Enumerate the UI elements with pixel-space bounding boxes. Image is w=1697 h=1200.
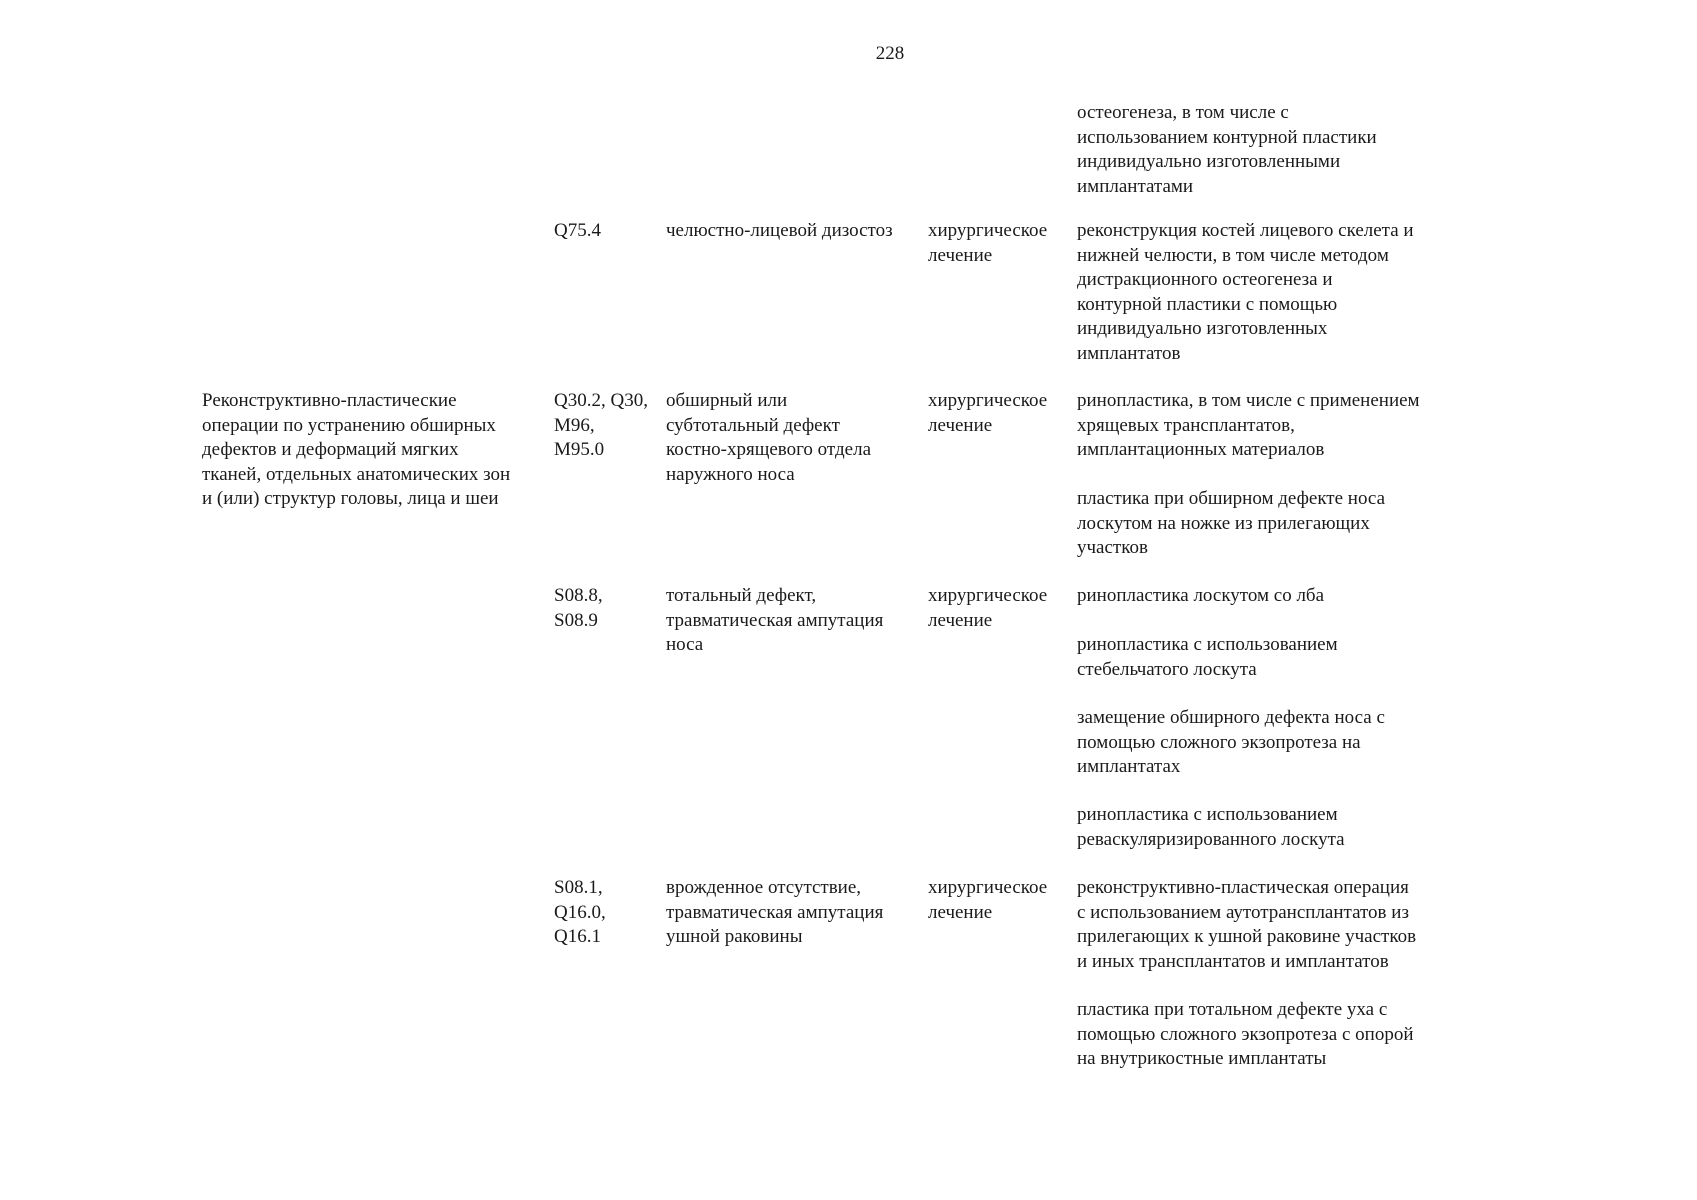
treatment-method: замещение обширного дефекта носа с помощью сложного экзопротеза на имплантатах bbox=[1077, 707, 1385, 777]
icd-codes: Q75.4 bbox=[554, 220, 601, 241]
treatment-method: пластика при тотальном дефекте уха с помощью сложного экзопротеза с опорой на внутрикостные имплантаты bbox=[1077, 999, 1414, 1069]
patient-model: челюстно-лицевой дизостоз bbox=[666, 220, 893, 241]
treatment-type: хирургическое лечение bbox=[928, 585, 1048, 631]
icd-codes: S08.8, S08.9 bbox=[554, 585, 603, 631]
treatment-method: пластика при обширном дефекте носа лоскутом на ножке из прилегающих участков bbox=[1077, 488, 1386, 558]
treatment-method: ринопластика с использованием реваскуляризированного лоскута bbox=[1077, 804, 1345, 850]
treatment-method: реконструкция костей лицевого скелета и нижней челюсти, в том числе методом дистракционного остеогенеза и контурной пластики с помощью индивидуально изготовленных имплантатов bbox=[1077, 220, 1414, 364]
treatment-method: остеогенеза, в том числе с использованием контурной пластики индивидуально изготовленными имплантатами bbox=[1077, 102, 1377, 197]
treatment-type: хирургическое лечение bbox=[928, 877, 1048, 923]
icd-codes: S08.1, Q16.0, Q16.1 bbox=[554, 877, 606, 947]
treatment-type: хирургическое лечение bbox=[928, 220, 1048, 266]
page-number: 228 bbox=[875, 43, 905, 64]
procedure-group: Реконструктивно-пластические операции по устранению обширных дефектов и деформаций мягких тканей, отдельных анатомических зон и (или) структур головы, лица и шеи bbox=[202, 390, 511, 509]
treatment-type: хирургическое лечение bbox=[928, 390, 1048, 436]
patient-model: обширный или субтотальный дефект костно-хрящевого отдела наружного носа bbox=[666, 390, 872, 485]
patient-model: тотальный дефект, травматическая ампутация носа bbox=[666, 585, 884, 655]
treatment-method: ринопластика с использованием стебельчатого лоскута bbox=[1077, 634, 1338, 680]
icd-codes: Q30.2, Q30, M96, M95.0 bbox=[554, 390, 648, 460]
treatment-method: реконструктивно-пластическая операция с использованием аутотрансплантатов из прилегающих к ушной раковине участков и иных трансплантатов и имплантатов bbox=[1077, 877, 1417, 972]
patient-model: врожденное отсутствие, травматическая ампутация ушной раковины bbox=[666, 877, 884, 947]
treatment-method: ринопластика лоскутом со лба bbox=[1077, 585, 1325, 606]
treatment-method: ринопластика, в том числе с применением хрящевых трансплантатов, имплантационных материалов bbox=[1077, 390, 1420, 460]
